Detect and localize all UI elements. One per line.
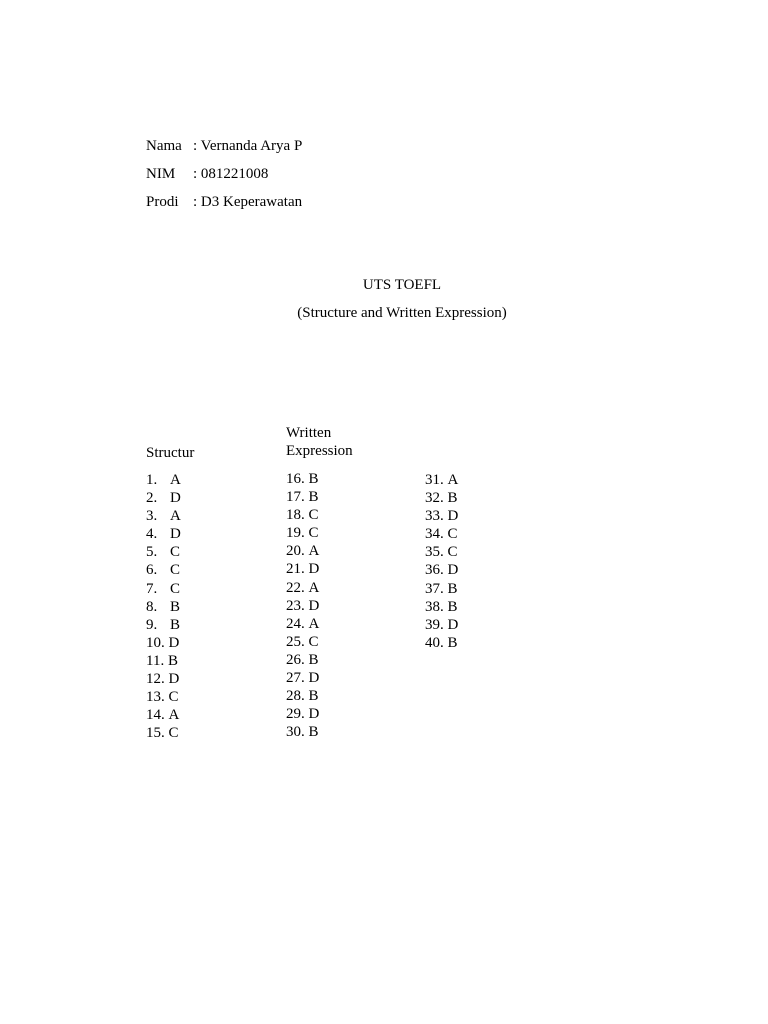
answer-item — [425, 525, 458, 543]
answer-choice: C — [308, 507, 319, 524]
answer-choice: B — [308, 489, 319, 506]
answer-choice: A — [168, 707, 180, 724]
answer-item — [425, 561, 458, 579]
answer-number: 17. — [286, 489, 305, 506]
column-header-line: Structur — [146, 445, 195, 461]
answer-choice: A — [308, 543, 320, 560]
info-row-nim — [146, 165, 302, 193]
answer-number: 13. — [146, 689, 165, 706]
answer-item — [425, 543, 458, 561]
answer-item — [286, 687, 376, 705]
answer-choice: C — [170, 562, 181, 579]
answer-item — [286, 524, 376, 542]
answer-number: 5. — [146, 544, 158, 561]
answer-item — [286, 615, 376, 633]
answer-choice: A — [170, 472, 181, 488]
answer-item — [286, 597, 376, 615]
answer-choice: D — [308, 597, 320, 614]
answer-item — [146, 543, 194, 561]
answer-item — [146, 598, 194, 616]
answer-item — [146, 706, 194, 724]
answer-number: 11. — [146, 652, 165, 669]
answer-list — [286, 470, 376, 741]
answer-choice: D — [447, 508, 459, 525]
exam-title: UTS TOEFL — [362, 277, 442, 293]
answer-choice: B — [447, 598, 458, 615]
answer-item — [146, 471, 194, 489]
answer-item — [146, 670, 194, 688]
answer-number: 23. — [286, 597, 305, 614]
answer-number: 6. — [146, 562, 158, 579]
answer-choice: B — [308, 651, 319, 668]
answer-number: 40. — [425, 634, 444, 651]
answer-item — [425, 471, 458, 489]
answer-item — [425, 580, 458, 598]
answer-item — [425, 634, 458, 652]
answer-item — [146, 489, 194, 507]
answer-choice: B — [308, 724, 319, 741]
answer-choice: D — [170, 526, 181, 543]
answer-item — [286, 506, 376, 524]
answer-choice: D — [308, 561, 320, 578]
answer-item — [146, 580, 194, 598]
answer-number: 9. — [146, 616, 158, 633]
answer-column-written-expression — [286, 424, 376, 741]
answer-choice: D — [168, 671, 180, 688]
answer-choice: C — [447, 526, 458, 543]
answer-number: 12. — [146, 671, 165, 688]
column-header — [286, 424, 376, 460]
answer-list — [146, 471, 194, 742]
answer-number: 3. — [146, 508, 158, 525]
exam-subtitle: (Structure and Written Expression) — [297, 305, 507, 321]
answer-number: 18. — [286, 507, 305, 524]
info-label: Nama — [146, 138, 182, 154]
answer-number: 10. — [146, 634, 165, 651]
answer-number: 7. — [146, 580, 158, 597]
answer-item — [146, 561, 194, 579]
answer-item — [286, 633, 376, 651]
answer-choice: C — [308, 633, 319, 650]
answer-choice: C — [308, 525, 319, 542]
answer-number: 20. — [286, 543, 305, 560]
info-row-name — [146, 137, 302, 165]
answer-choice: A — [308, 579, 320, 596]
answer-item — [425, 507, 458, 525]
answer-number: 15. — [146, 725, 165, 742]
answer-choice: B — [447, 580, 458, 597]
answer-number: 35. — [425, 544, 444, 561]
column-header — [146, 444, 194, 462]
answer-choice: C — [168, 725, 179, 742]
answer-number: 30. — [286, 724, 305, 741]
answer-number: 22. — [286, 579, 305, 596]
answer-item — [146, 688, 194, 706]
answer-item — [286, 651, 376, 669]
answer-number: 29. — [286, 706, 305, 723]
answer-column-third — [425, 471, 458, 652]
answer-number: 32. — [425, 490, 444, 507]
answer-item — [146, 634, 194, 652]
answer-number: 26. — [286, 651, 305, 668]
answer-number: 36. — [425, 562, 444, 579]
answer-choice: A — [447, 472, 459, 488]
answer-item — [425, 598, 458, 616]
info-label: Prodi — [146, 194, 179, 210]
answer-choice: C — [168, 689, 179, 706]
answer-number: 39. — [425, 616, 444, 633]
answer-item — [286, 488, 376, 506]
answer-number: 4. — [146, 526, 158, 543]
answer-number: 14. — [146, 707, 165, 724]
answer-number: 34. — [425, 526, 444, 543]
answer-number: 16. — [286, 471, 305, 487]
answer-item — [286, 579, 376, 597]
answer-choice: D — [168, 634, 180, 651]
info-row-prodi — [146, 193, 302, 221]
answer-number: 25. — [286, 633, 305, 650]
answer-item — [286, 723, 376, 741]
answer-choice: C — [170, 580, 181, 597]
answer-item — [286, 560, 376, 578]
answer-choice: B — [308, 471, 319, 487]
answer-choice: B — [308, 688, 319, 705]
info-value: : Vernanda Arya P — [193, 138, 303, 154]
answer-choice: D — [447, 616, 459, 633]
answer-number: 33. — [425, 508, 444, 525]
answer-number: 24. — [286, 615, 305, 632]
answer-item — [286, 542, 376, 560]
answer-number: 2. — [146, 490, 158, 507]
info-label: NIM — [146, 166, 176, 182]
answer-list — [425, 471, 458, 652]
answer-item — [286, 705, 376, 723]
column-header-line: Expression — [286, 443, 353, 459]
answer-item — [146, 616, 194, 634]
answer-item — [146, 525, 194, 543]
answer-column-structure — [146, 444, 194, 742]
answer-number: 27. — [286, 670, 305, 687]
answer-item — [425, 489, 458, 507]
answer-choice: D — [308, 670, 320, 687]
answer-number: 37. — [425, 580, 444, 597]
answer-choice: C — [170, 544, 181, 561]
answer-choice: B — [170, 598, 181, 615]
answer-choice: B — [447, 634, 458, 651]
answer-number: 21. — [286, 561, 305, 578]
answer-choice: A — [308, 615, 320, 632]
answer-number: 38. — [425, 598, 444, 615]
answer-choice: D — [170, 490, 181, 507]
answer-number: 28. — [286, 688, 305, 705]
answer-item — [146, 507, 194, 525]
student-info — [146, 137, 302, 221]
answer-item — [146, 652, 194, 670]
answer-choice: A — [170, 508, 181, 525]
answer-item — [286, 470, 376, 488]
answer-choice: B — [167, 652, 178, 669]
info-value: : D3 Keperawatan — [193, 194, 303, 210]
answer-choice: C — [447, 544, 458, 561]
answer-item — [425, 616, 458, 634]
answer-choice: B — [170, 616, 181, 633]
answer-number: 31. — [425, 472, 444, 488]
answer-choice: D — [447, 562, 459, 579]
answer-item — [146, 724, 194, 742]
column-header-line: Written — [286, 425, 332, 441]
answer-choice: B — [447, 490, 458, 507]
answer-number: 19. — [286, 525, 305, 542]
info-value: : 081221008 — [193, 166, 269, 182]
answer-choice: D — [308, 706, 320, 723]
answer-number: 8. — [146, 598, 158, 615]
answer-number: 1. — [146, 472, 158, 488]
answer-item — [286, 669, 376, 687]
